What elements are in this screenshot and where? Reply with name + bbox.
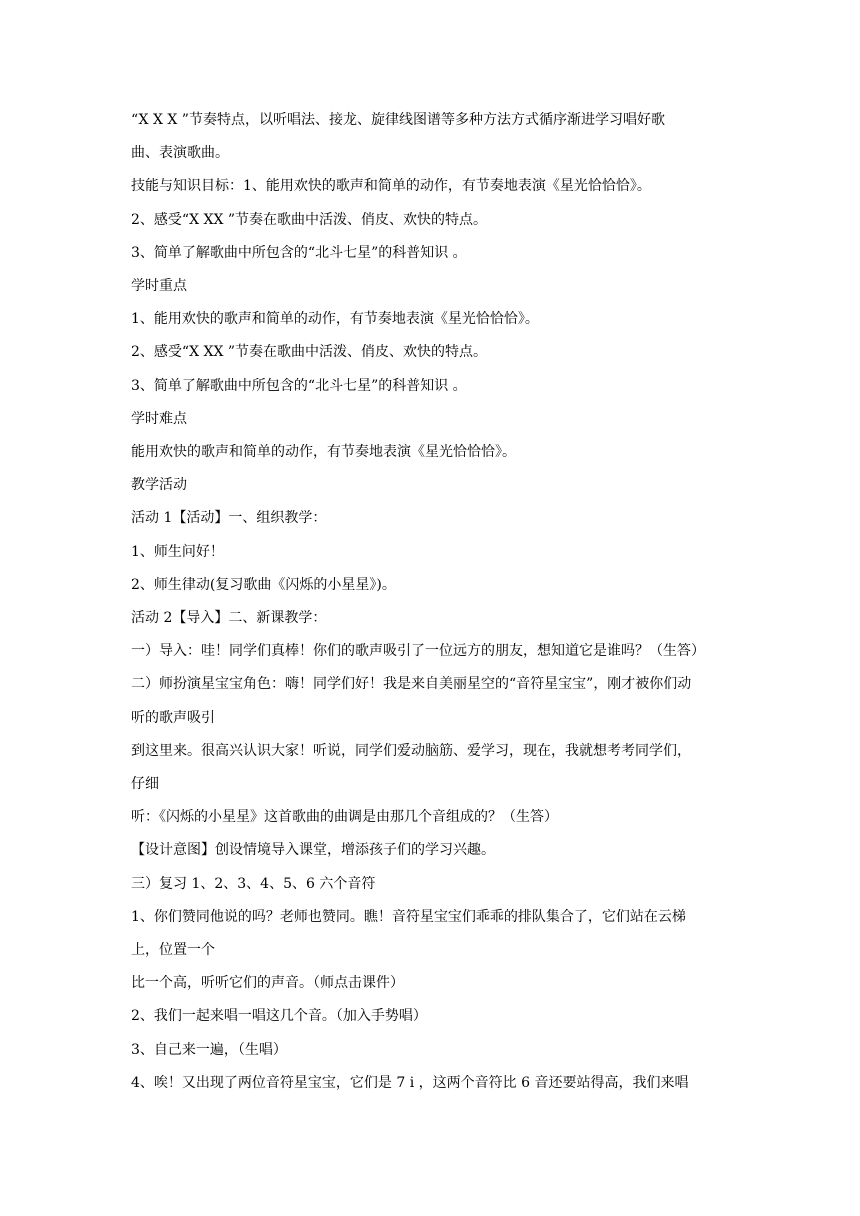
text-line: 到这里来。很高兴认识大家！听说，同学们爱动脑筋、爱学习，现在，我就想考考同学们， xyxy=(131,742,691,759)
text-line: 1、你们赞同他说的吗？老师也赞同。瞧！音符星宝宝们乖乖的排队集合了，它们站在云梯 xyxy=(131,908,686,925)
text-line: 曲、表演歌曲。 xyxy=(131,145,229,162)
text-line: 一）导入：哇！同学们真棒！你们的歌声吸引了一位远方的朋友，想知道它是谁吗？（生答） xyxy=(131,643,705,660)
text-line: 3、简单了解歌曲中所包含的“北斗七星”的科普知识 。 xyxy=(131,377,467,394)
text-line: 能用欢快的歌声和简单的动作，有节奏地表演《星光恰恰恰》。 xyxy=(131,444,516,461)
text-line: 2、感受“X XX ”节奏在歌曲中活泼、俏皮、欢快的特点。 xyxy=(131,211,488,228)
text-line: 二）师扮演星宝宝角色：嗨！同学们好！我是来自美丽星空的“音符星宝宝”，刚才被你们动 xyxy=(131,676,692,693)
section-heading: 学时重点 xyxy=(131,278,187,295)
section-heading: 学时难点 xyxy=(131,410,187,427)
text-line: 听：《闪烁的小星星》这首歌曲的曲调是由那几个音组成的？（生答） xyxy=(131,809,558,826)
text-line: 1、能用欢快的歌声和简单的动作，有节奏地表演《星光恰恰恰》。 xyxy=(131,311,539,328)
text-line: 技能与知识目标：1、能用欢快的歌声和简单的动作，有节奏地表演《星光恰恰恰》。 xyxy=(131,178,651,195)
text-line: 听的歌声吸引 xyxy=(131,709,215,726)
text-line: 2、感受“X XX ”节奏在歌曲中活泼、俏皮、欢快的特点。 xyxy=(131,344,488,361)
text-line: 活动 1【活动】一、组织教学： xyxy=(131,510,327,527)
section-heading: 教学活动 xyxy=(131,477,187,494)
text-line: “X X X ”节奏特点，以听唱法、接龙、旋律线图谱等多种方法方式循序渐进学习唱好歌 xyxy=(131,112,665,128)
text-line: 三）复习 1、2、3、4、5、6 六个音符 xyxy=(131,875,376,892)
text-line: 4、唉！又出现了两位音符星宝宝，它们是 7 i ，这两个音符比 6 音还要站得高，我们来唱 xyxy=(131,1074,689,1091)
text-line: 比一个高，听听它们的声音。（师点击课件） xyxy=(131,975,404,992)
text-line: 2、师生律动(复习歌曲《闪烁的小星星》)。 xyxy=(131,576,396,593)
text-line: 3、自己来一遍，（生唱） xyxy=(131,1041,287,1058)
text-line: 活动 2【导入】二、新课教学： xyxy=(131,610,327,627)
text-line: 2、我们一起来唱一唱这几个音。（加入手势唱） xyxy=(131,1008,427,1025)
document-body xyxy=(131,104,741,1100)
text-line: 仔细 xyxy=(131,776,159,793)
text-line: 上，位置一个 xyxy=(131,942,215,959)
text-line: 【设计意图】创设情境导入课堂，增添孩子们的学习兴趣。 xyxy=(131,842,495,859)
text-line: 1、师生问好！ xyxy=(131,543,224,560)
text-line: 3、简单了解歌曲中所包含的“北斗七星”的科普知识 。 xyxy=(131,244,467,261)
